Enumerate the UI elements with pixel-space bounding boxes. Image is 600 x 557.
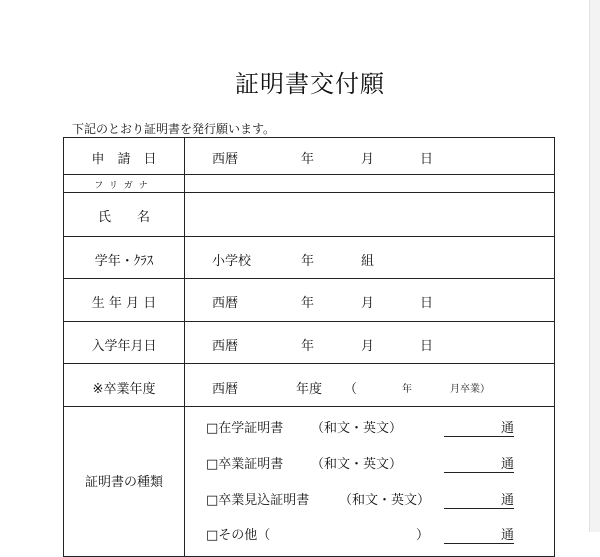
grade-school[interactable]: 小学校 [212, 254, 252, 269]
graduation-open-paren: （ [344, 382, 358, 397]
row-divider [64, 321, 554, 322]
application-date-label: 申 請 日 [91, 152, 157, 167]
birth-date-month[interactable]: 月 [361, 296, 375, 311]
application-date-day[interactable]: 日 [420, 152, 434, 167]
cert-expected-graduation-name: □卒業見込証明書 [206, 493, 310, 508]
cert-other-name: □その他（ [206, 528, 271, 543]
graduation-month-value[interactable]: 月卒業） [450, 384, 490, 395]
cert-graduation-name: □卒業証明書 [206, 457, 284, 472]
cert-other-checkbox[interactable] [206, 524, 430, 543]
row-divider [64, 236, 554, 237]
cert-enrollment-count[interactable]: 通 [444, 417, 514, 437]
cert-graduation-count[interactable]: 通 [444, 453, 514, 473]
application-date-year[interactable]: 年 [301, 152, 315, 167]
cert-other-close: ） [416, 528, 430, 543]
document-title: 証明書交付願 [235, 70, 385, 98]
birth-date-year[interactable]: 年 [301, 296, 315, 311]
admission-date-day[interactable]: 日 [420, 339, 434, 354]
intro-text: 下記のとおり証明書を発行願います。 [72, 122, 276, 136]
admission-date-label: 入学年月日 [91, 339, 157, 354]
admission-date-era[interactable]: 西暦 [212, 339, 239, 354]
cert-graduation-lang: （和文・英文） [311, 457, 403, 472]
graduation-year-value[interactable]: 年 [402, 384, 412, 395]
admission-date-year[interactable]: 年 [301, 339, 315, 354]
cert-enrollment-name: □在学証明書 [206, 421, 284, 436]
graduation-fiscal-year[interactable]: 年度 [296, 382, 323, 397]
cert-enrollment-lang: （和文・英文） [311, 421, 403, 436]
cert-other-count[interactable]: 通 [444, 524, 514, 544]
birth-date-label: 生 年 月 日 [91, 296, 157, 311]
certificate-type-label: 証明書の種類 [84, 475, 163, 490]
birth-date-era[interactable]: 西暦 [212, 296, 239, 311]
furigana-field[interactable] [185, 175, 553, 191]
grade-year[interactable]: 年 [301, 254, 315, 269]
cert-enrollment-checkbox[interactable] [206, 417, 403, 436]
graduation-year-era[interactable]: 西暦 [212, 382, 239, 397]
application-date-era[interactable]: 西暦 [212, 152, 239, 167]
grade-class[interactable]: 組 [361, 254, 375, 269]
row-divider [64, 278, 554, 279]
grade-class-label: 学年・ｸﾗｽ [94, 254, 154, 269]
row-divider [64, 406, 554, 407]
cert-expected-graduation-checkbox[interactable] [206, 489, 431, 508]
admission-date-month[interactable]: 月 [361, 339, 375, 354]
cert-graduation-checkbox[interactable] [206, 453, 403, 472]
name-label: 氏 名 [97, 210, 150, 225]
cert-expected-graduation-count[interactable]: 通 [444, 489, 514, 509]
name-field[interactable] [185, 193, 553, 235]
application-date-month[interactable]: 月 [361, 152, 375, 167]
cert-expected-graduation-lang: （和文・英文） [339, 493, 431, 508]
birth-date-day[interactable]: 日 [420, 296, 434, 311]
application-form-table [63, 137, 555, 557]
row-divider [64, 363, 554, 364]
furigana-label: フリガナ [94, 181, 154, 191]
graduation-year-label: ※卒業年度 [92, 382, 156, 397]
